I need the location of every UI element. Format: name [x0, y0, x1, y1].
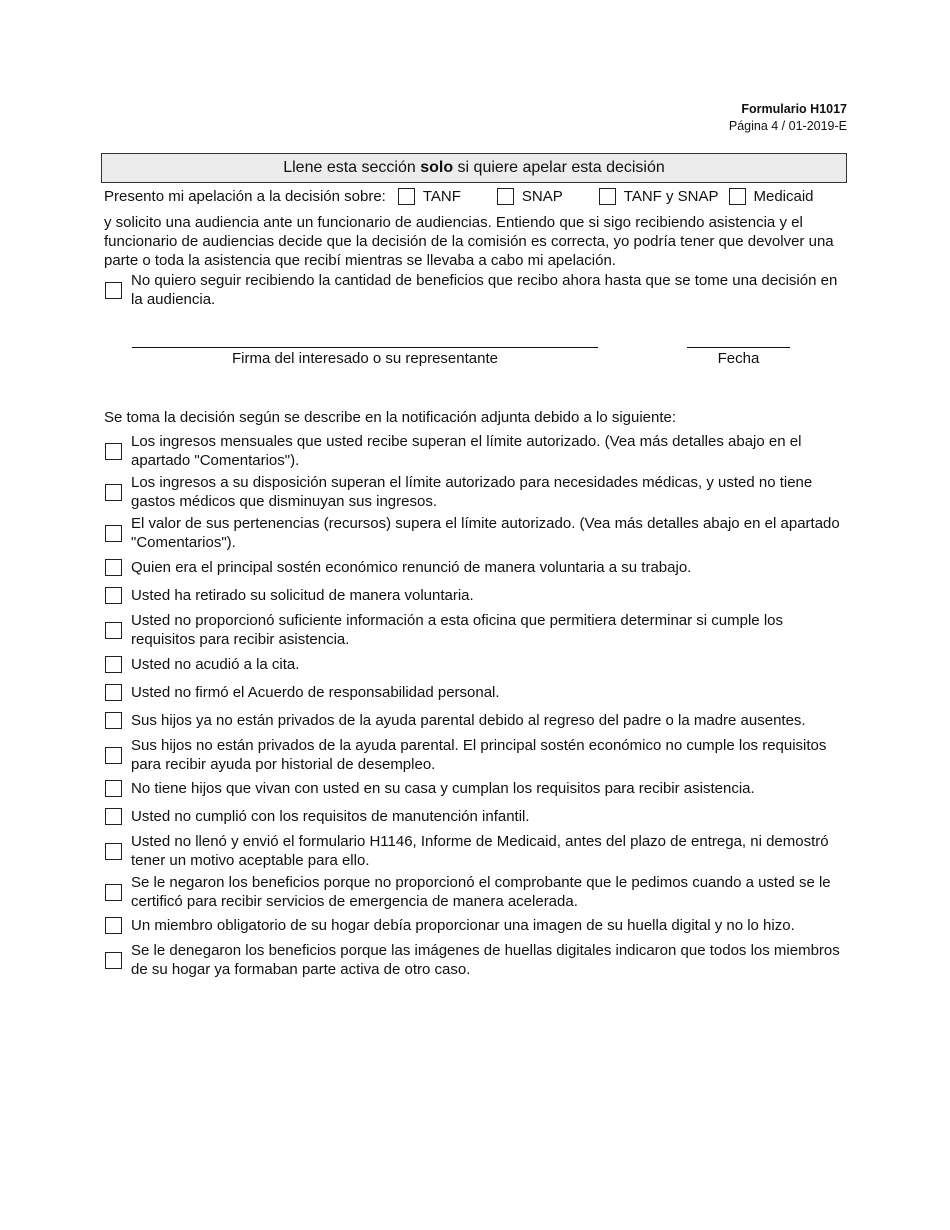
appeal-program-row	[104, 188, 844, 205]
reason-checkbox[interactable]	[105, 808, 122, 825]
reason-text: Los ingresos mensuales que usted recibe superan el límite autorizado. (Vea más detalles abajo en el apartado "Comentarios").	[131, 433, 802, 469]
reason-text: Usted no llenó y envió el formulario H1146, Informe de Medicaid, antes del plazo de entrega, ni demostró tener un motivo aceptable para ello.	[131, 833, 829, 869]
reason-text: Usted no cumplió con los requisitos de manutención infantil.	[131, 808, 530, 825]
reason-row[interactable]	[105, 473, 845, 511]
reason-text: El valor de sus pertenencias (recursos) supera el límite autorizado. (Vea más detalles abajo en el apartado "Comentarios").	[131, 515, 840, 551]
reason-checkbox[interactable]	[105, 712, 122, 729]
reason-checkbox[interactable]	[105, 684, 122, 701]
reason-row[interactable]	[105, 586, 845, 605]
date-label: Fecha	[717, 350, 760, 367]
reason-row[interactable]	[105, 832, 845, 870]
option-tanf-snap-label: TANF y SNAP	[623, 188, 719, 205]
reason-text: Usted no acudió a la cita.	[131, 656, 300, 673]
appeal-paragraph: y solicito una audiencia ante un funcionario de audiencias. Entiendo que si sigo recibiendo asistencia y el funcionario de audiencias decide que la decisión de la comisión es correcta, yo podría tener que devolver una parte o toda la asistencia que recibí mientras se llevaba a cabo mi apelación.	[104, 214, 834, 269]
no-continue-text: No quiero seguir recibiendo la cantidad de beneficios que recibo ahora hasta que se tome una decisión en la audiencia.	[131, 272, 838, 308]
reason-text: Se le negaron los beneficios porque no proporcionó el comprobante que le pedimos cuando a usted se le certificó para recibir servicios de emergencia de manera acelerada.	[131, 874, 831, 910]
reason-text: Un miembro obligatorio de su hogar debía proporcionar una imagen de su huella digital y no lo hizo.	[131, 917, 795, 934]
reason-text: Usted no proporcionó suficiente información a esta oficina que permitiera determinar si cumple los requisitos para recibir asistencia.	[131, 612, 783, 648]
reason-text: Los ingresos a su disposición superan el límite autorizado para necesidades médicas, y usted no tiene gastos médicos que disminuyan sus ingresos.	[131, 474, 813, 510]
checkbox-tanf-snap[interactable]	[599, 188, 616, 205]
section-title-box	[101, 153, 847, 183]
reason-text: Usted ha retirado su solicitud de manera voluntaria.	[131, 587, 474, 604]
reason-row[interactable]	[105, 611, 845, 649]
reason-row[interactable]	[105, 655, 845, 674]
reason-checkbox[interactable]	[105, 484, 122, 501]
reason-checkbox[interactable]	[105, 587, 122, 604]
page-number: Página 4 / 01-2019-E	[728, 119, 847, 133]
reason-row[interactable]	[105, 873, 845, 911]
section-title-pre: Llene esta sección	[283, 159, 421, 176]
option-snap[interactable]	[497, 188, 563, 205]
reason-checkbox[interactable]	[105, 443, 122, 460]
reason-checkbox[interactable]	[105, 622, 122, 639]
reason-text: Sus hijos ya no están privados de la ayuda parental debido al regreso del padre o la madre ausentes.	[131, 712, 806, 729]
reason-checkbox[interactable]	[105, 952, 122, 969]
checkbox-medicaid[interactable]	[729, 188, 746, 205]
reason-row[interactable]	[105, 807, 845, 826]
option-snap-label: SNAP	[521, 188, 563, 205]
form-id: Formulario H1017	[741, 102, 847, 116]
reason-checkbox[interactable]	[105, 884, 122, 901]
reason-row[interactable]	[105, 779, 845, 798]
reason-row[interactable]	[105, 736, 845, 774]
reasons-intro: Se toma la decisión según se describe en la notificación adjunta debido a lo siguiente:	[104, 409, 677, 426]
option-tanf-snap[interactable]	[599, 188, 719, 205]
reason-row[interactable]	[105, 683, 845, 702]
signature-line[interactable]	[132, 347, 598, 348]
checkbox-snap[interactable]	[497, 188, 514, 205]
section-title-post: si quiere apelar esta decisión	[453, 159, 665, 176]
appeal-intro: Presento mi apelación a la decisión sobre:	[104, 188, 386, 205]
reason-text: No tiene hijos que vivan con usted en su casa y cumplan los requisitos para recibir asistencia.	[131, 780, 755, 797]
no-continue-row[interactable]	[105, 271, 845, 309]
reason-checkbox[interactable]	[105, 559, 122, 576]
reason-checkbox[interactable]	[105, 656, 122, 673]
reason-checkbox[interactable]	[105, 843, 122, 860]
signature-label: Firma del interesado o su representante	[232, 350, 498, 367]
reason-text: Sus hijos no están privados de la ayuda parental. El principal sostén económico no cumple los requisitos para recibir ayuda por historial de desempleo.	[131, 737, 827, 773]
reason-checkbox[interactable]	[105, 780, 122, 797]
reason-row[interactable]	[105, 711, 845, 730]
checkbox-tanf[interactable]	[398, 188, 415, 205]
reason-row[interactable]	[105, 941, 845, 979]
option-tanf-label: TANF	[422, 188, 461, 205]
reason-text: Usted no firmó el Acuerdo de responsabilidad personal.	[131, 684, 500, 701]
reason-checkbox[interactable]	[105, 747, 122, 764]
checkbox-no-continue[interactable]	[105, 282, 122, 299]
reason-text: Quien era el principal sostén económico renunció de manera voluntaria a su trabajo.	[131, 559, 692, 576]
reason-checkbox[interactable]	[105, 917, 122, 934]
date-line[interactable]	[687, 347, 790, 348]
form-header	[729, 101, 847, 135]
reason-row[interactable]	[105, 432, 845, 470]
reason-text: Se le denegaron los beneficios porque las imágenes de huellas digitales indicaron que todos los miembros de su hogar ya formaban parte activa de otro caso.	[131, 942, 840, 978]
section-title-bold: solo	[420, 159, 454, 176]
option-tanf[interactable]	[398, 188, 461, 205]
option-medicaid-label: Medicaid	[753, 188, 814, 205]
option-medicaid[interactable]	[729, 188, 814, 205]
reason-row[interactable]	[105, 916, 845, 935]
reason-checkbox[interactable]	[105, 525, 122, 542]
reason-row[interactable]	[105, 558, 845, 577]
reason-row[interactable]	[105, 514, 845, 552]
